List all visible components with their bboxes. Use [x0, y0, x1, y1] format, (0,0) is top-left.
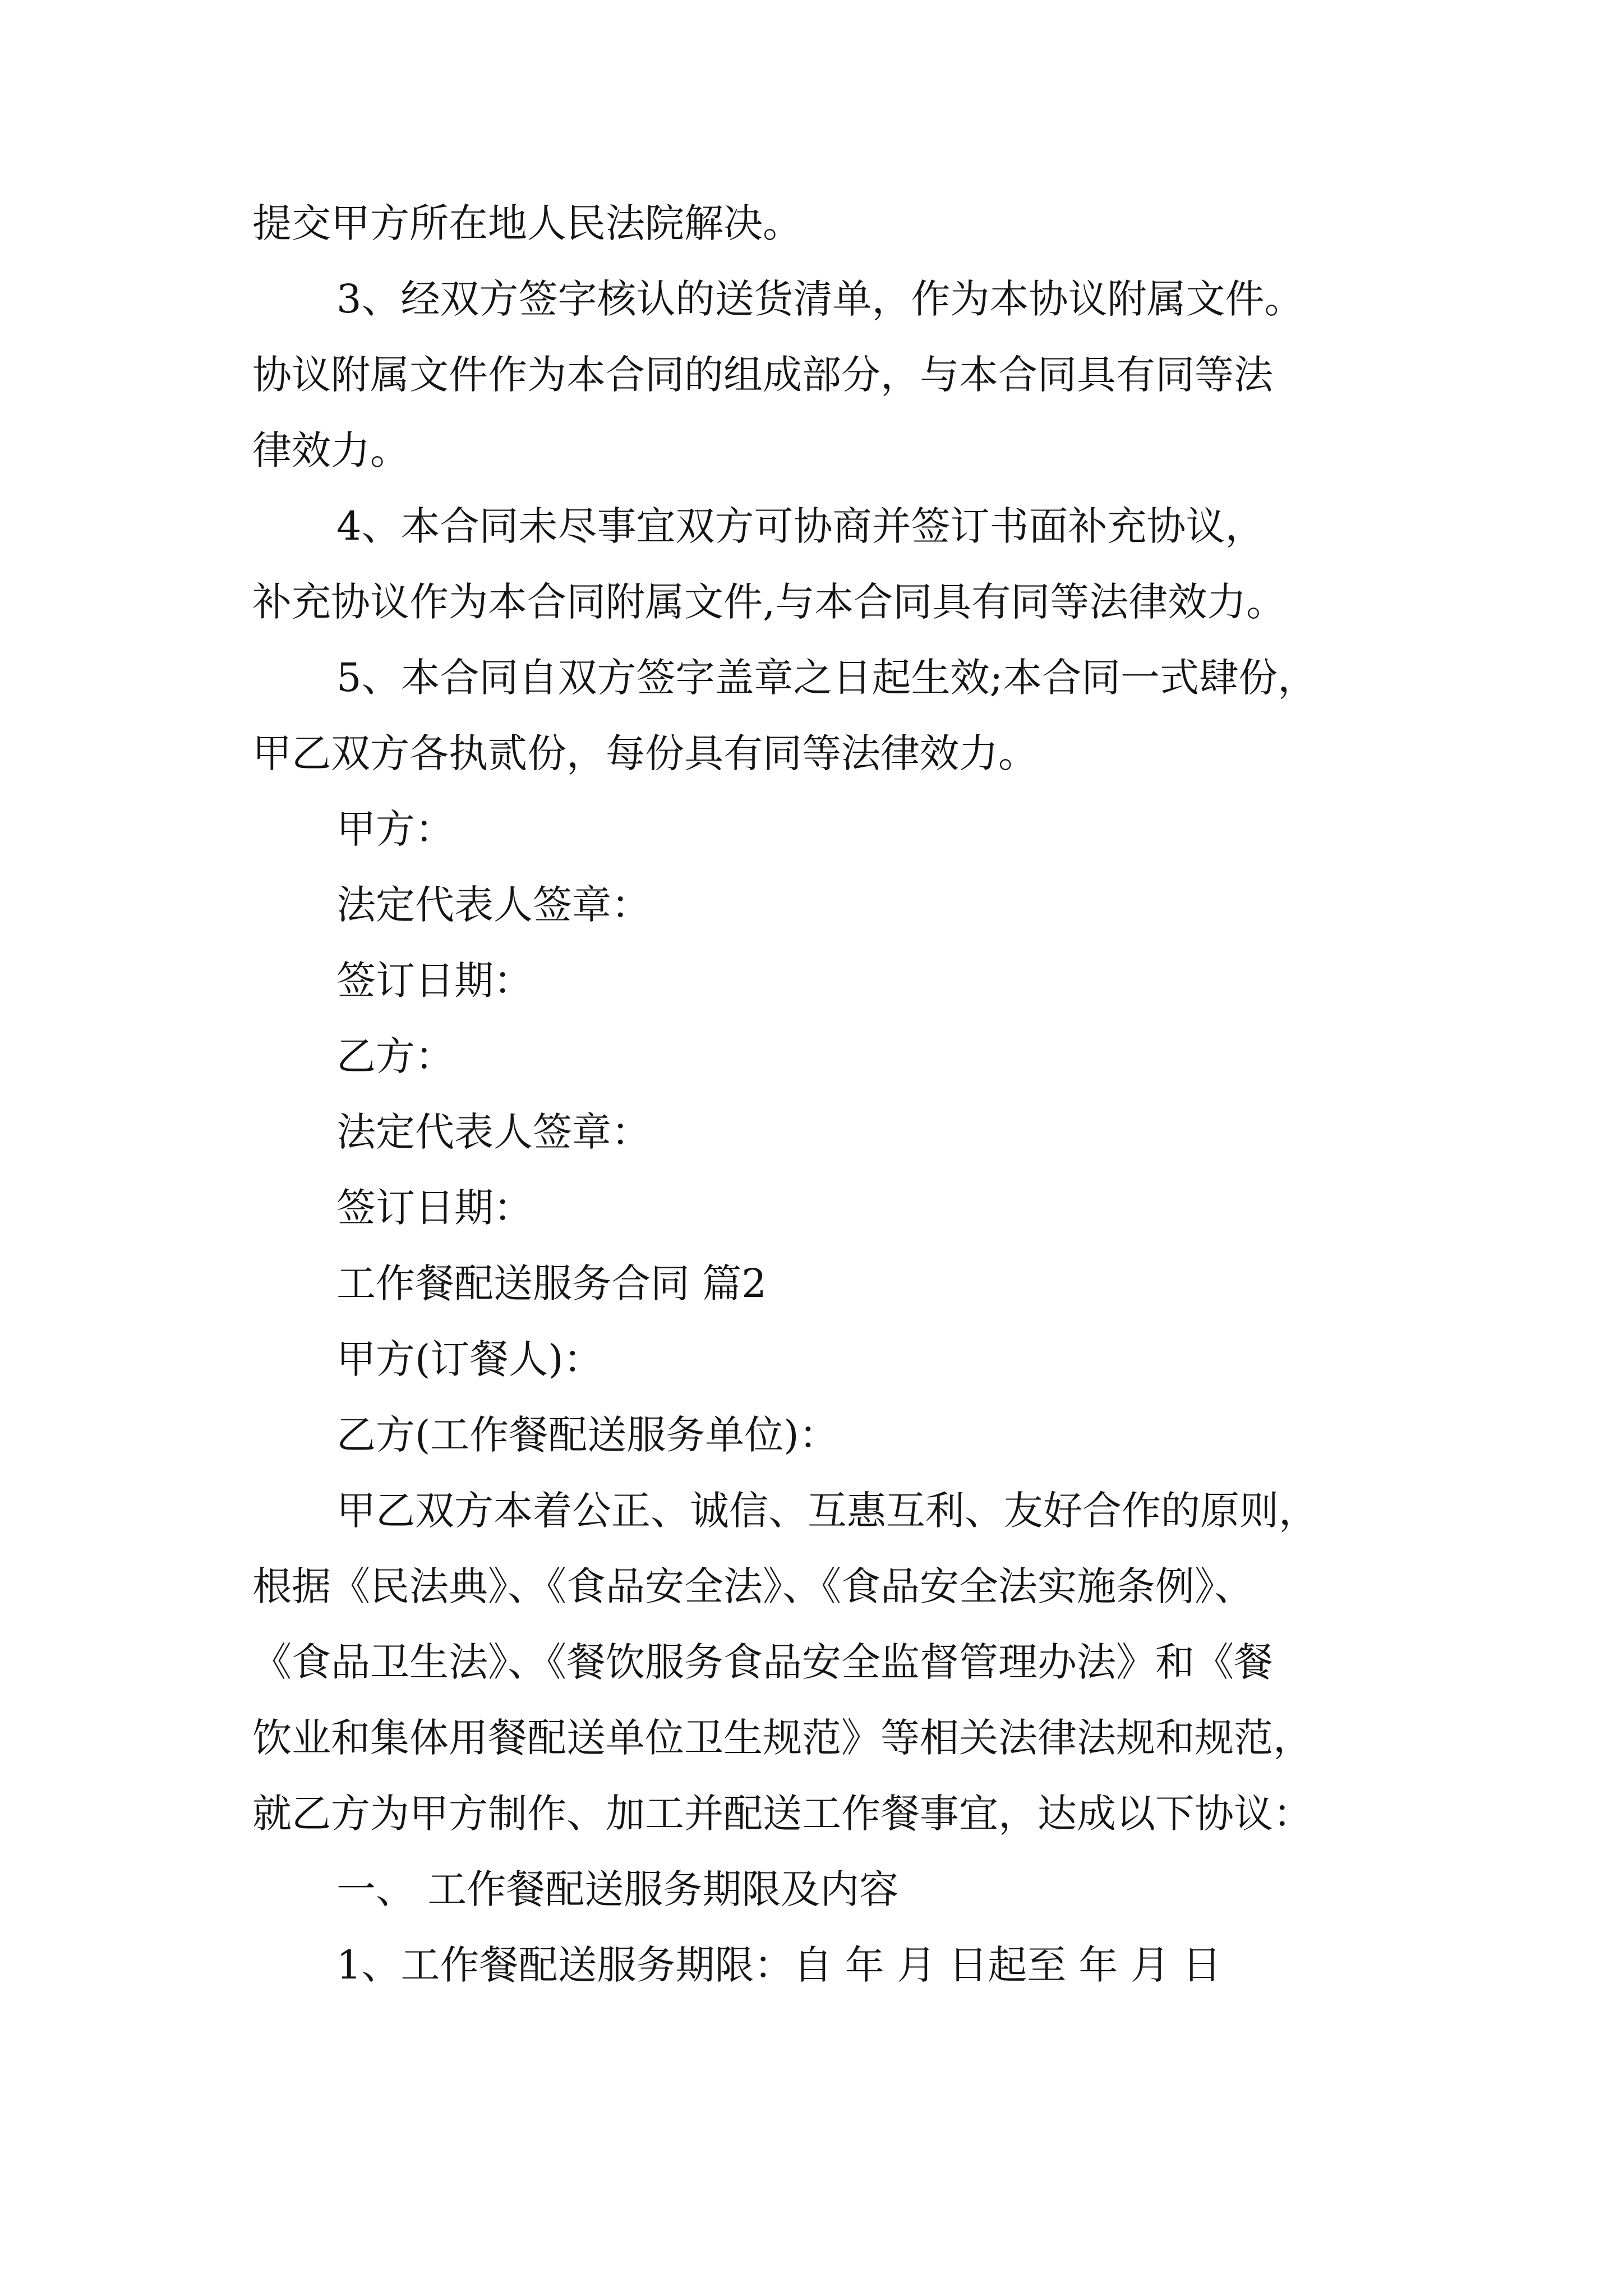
- paragraph-line: 甲乙双方本着公正、诚信、互惠互利、友好合作的原则，: [336, 1488, 1318, 1534]
- party-b-label: 乙方(工作餐配送服务单位)：: [336, 1412, 838, 1458]
- paragraph-line: 补充协议作为本合同附属文件,与本合同具有同等法律效力。: [252, 579, 1286, 625]
- party-b-label: 乙方：: [336, 1033, 454, 1079]
- paragraph-line: 1、工作餐配送服务期限：自 年 月 日起至 年 月 日: [336, 1942, 1222, 1988]
- paragraph-line: 《食品卫生法》、《餐饮服务食品安全监督管理办法》和《餐: [252, 1639, 1273, 1685]
- paragraph-line: 协议附属文件作为本合同的组成部分，与本合同具有同等法: [252, 352, 1273, 398]
- signing-date-label: 签订日期：: [336, 958, 533, 1004]
- paragraph-line: 3、经双方签字核认的送货清单，作为本协议附属文件。: [336, 276, 1304, 322]
- paragraph-line: 5、本合同自双方签字盖章之日起生效;本合同一式肆份，: [336, 655, 1317, 701]
- legal-rep-signature-label: 法定代表人签章：: [336, 1109, 651, 1155]
- paragraph-line: 提交甲方所在地人民法院解决。: [252, 200, 802, 246]
- paragraph-line: 根据《民法典》、《食品安全法》、《食品安全法实施条例》、: [252, 1563, 1253, 1609]
- legal-rep-signature-label: 法定代表人签章：: [336, 882, 651, 928]
- section-title: 工作餐配送服务合同 篇2: [336, 1260, 767, 1306]
- section-heading: 一、 工作餐配送服务期限及内容: [336, 1866, 899, 1912]
- signing-date-label: 签订日期：: [336, 1185, 533, 1231]
- paragraph-line: 饮业和集体用餐配送单位卫生规范》等相关法律法规和规范，: [252, 1715, 1312, 1761]
- paragraph-line: 甲乙双方各执贰份，每份具有同等法律效力。: [252, 730, 1038, 776]
- party-a-label: 甲方：: [336, 806, 454, 852]
- party-a-label: 甲方(订餐人)：: [336, 1336, 603, 1382]
- paragraph-line: 律效力。: [252, 427, 409, 473]
- paragraph-line: 就乙方为甲方制作、加工并配送工作餐事宜，达成以下协议：: [252, 1791, 1312, 1837]
- paragraph-line: 4、本合同未尽事宜双方可协商并签订书面补充协议，: [336, 503, 1265, 549]
